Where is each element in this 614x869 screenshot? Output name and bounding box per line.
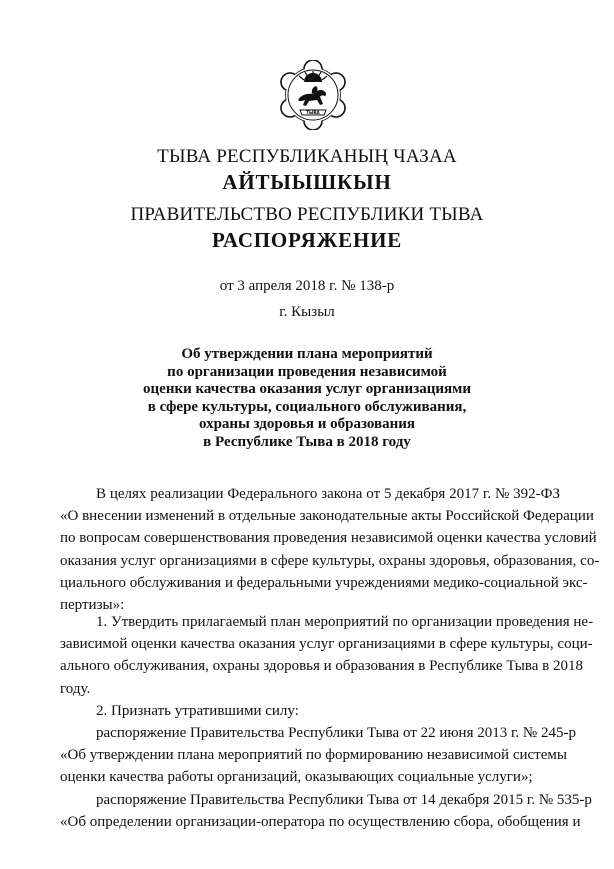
title-line: оценки качества оказания услуг организациями bbox=[143, 381, 471, 398]
title-line: Об утверждении плана мероприятий bbox=[181, 346, 433, 362]
text-line: 2. Признать утратившими силу: bbox=[96, 702, 299, 719]
text-line: 1. Утвердить прилагаемый план мероприятий по организации проведения не- bbox=[96, 614, 594, 630]
tyva-government-title: ТЫВА РЕСПУБЛИКАНЫҢ ЧАЗАА bbox=[157, 146, 457, 167]
text-line: В целях реализации Федерального закона от 5 декабря 2017 г. № 392-ФЗ bbox=[96, 486, 560, 502]
text-line: ального обслуживания, охраны здоровья и образования в Республике Тыва в 2018 bbox=[60, 658, 583, 675]
text-line: оценки качества работы организаций, оказывающих социальные услуги»; bbox=[60, 769, 533, 786]
text-line: зависимой оценки качества оказания услуг организациями в сфере культуры, соци- bbox=[60, 636, 593, 653]
title-line: по организации проведения независимой bbox=[167, 363, 447, 380]
svg-text:ТЫВА: ТЫВА bbox=[306, 110, 320, 115]
document-date-number: от 3 апреля 2018 г. № 138-р bbox=[219, 278, 395, 294]
preamble-paragraph bbox=[60, 483, 600, 616]
text-line: по вопросам совершенствования проведения независимой оценки качества условий bbox=[60, 530, 597, 547]
document-title bbox=[0, 346, 614, 452]
text-line: «Об утверждении плана мероприятий по формированию независимой системы bbox=[60, 747, 567, 764]
russian-government-title: ПРАВИТЕЛЬСТВО РЕСПУБЛИКИ ТЫВА bbox=[130, 204, 484, 225]
text-line: распоряжение Правительства Республики Тыва от 14 декабря 2015 г. № 535-р bbox=[96, 791, 592, 808]
text-line: «О внесении изменений в отдельные законодательные акты Российской Федерации bbox=[60, 508, 594, 525]
russian-document-type: РАСПОРЯЖЕНИЕ bbox=[211, 228, 403, 252]
title-line: в Республике Тыва в 2018 году bbox=[203, 433, 411, 450]
tyva-document-type: АЙТЫЫШКЫН bbox=[222, 170, 392, 194]
text-line: пертизы»: bbox=[60, 597, 125, 614]
title-line: охраны здоровья и образования bbox=[198, 416, 416, 433]
resolution-body bbox=[60, 611, 594, 833]
tuva-coat-of-arms-icon bbox=[278, 60, 348, 130]
text-line: циального обслуживания и федеральными учреждениями медико-социальной экс- bbox=[60, 574, 588, 591]
text-line: оказания услуг организациями в сфере культуры, охраны здоровья, образования, со- bbox=[60, 552, 600, 569]
text-line: году. bbox=[60, 680, 91, 697]
text-line: распоряжение Правительства Республики Тыва от 22 июня 2013 г. № 245-р bbox=[96, 725, 576, 742]
coat-of-arms-emblem bbox=[278, 60, 348, 130]
title-line: в сфере культуры, социального обслуживания, bbox=[147, 398, 467, 415]
document-city: г. Кызыл bbox=[279, 304, 335, 320]
text-line: «Об определении организации-оператора по осуществлению сбора, обобщения и bbox=[60, 813, 581, 830]
